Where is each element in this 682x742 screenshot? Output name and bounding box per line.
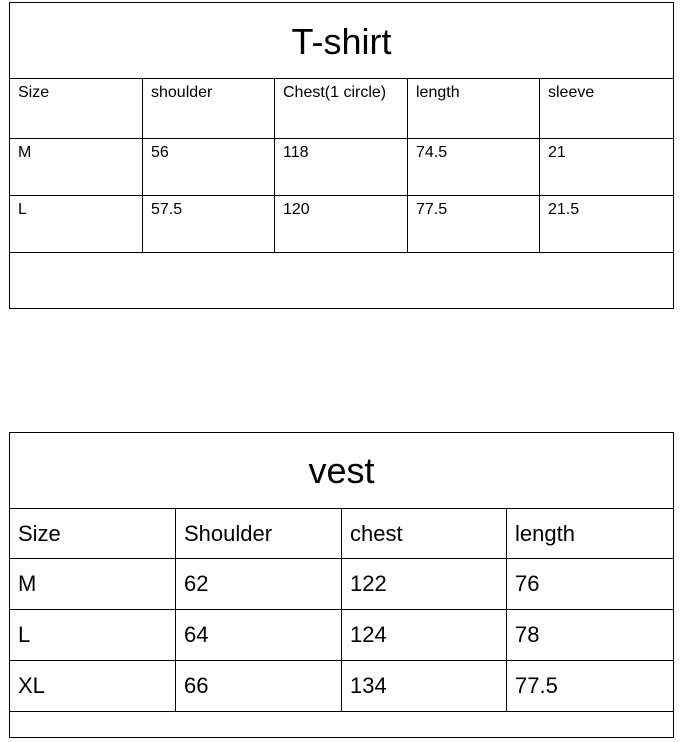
- empty-cell: [10, 712, 674, 738]
- header-cell: shoulder: [143, 79, 275, 139]
- header-cell: Chest(1 circle): [275, 79, 408, 139]
- table-cell: 21.5: [540, 196, 674, 253]
- header-cell: Shoulder: [176, 509, 342, 559]
- vest-table-title: vest: [10, 433, 674, 509]
- table-cell: XL: [10, 661, 176, 712]
- table-cell: 76: [507, 559, 674, 610]
- header-cell: sleeve: [540, 79, 674, 139]
- table-cell: 124: [342, 610, 507, 661]
- header-cell: length: [507, 509, 674, 559]
- table-cell: 66: [176, 661, 342, 712]
- header-cell: Size: [10, 79, 143, 139]
- table-row: [10, 139, 674, 196]
- tshirt-table-title: T-shirt: [10, 3, 674, 79]
- table-cell: 122: [342, 559, 507, 610]
- empty-row: [10, 253, 674, 309]
- table-cell: 62: [176, 559, 342, 610]
- vest-size-table: [9, 432, 674, 738]
- table-cell: M: [10, 139, 143, 196]
- table-cell: L: [10, 610, 176, 661]
- table-cell: 134: [342, 661, 507, 712]
- table-header-row: [10, 509, 674, 559]
- table-cell: 64: [176, 610, 342, 661]
- table-row: [10, 661, 674, 712]
- table-header-row: [10, 79, 674, 139]
- table-cell: 77.5: [507, 661, 674, 712]
- table-cell: 120: [275, 196, 408, 253]
- table-cell: 56: [143, 139, 275, 196]
- table-cell: 21: [540, 139, 674, 196]
- table-cell: L: [10, 196, 143, 253]
- table-cell: 78: [507, 610, 674, 661]
- table-cell: 74.5: [408, 139, 540, 196]
- table-row: [10, 196, 674, 253]
- table-cell: M: [10, 559, 176, 610]
- table-cell: 77.5: [408, 196, 540, 253]
- table-row: [10, 610, 674, 661]
- table-row: [10, 559, 674, 610]
- header-cell: chest: [342, 509, 507, 559]
- table-cell: 118: [275, 139, 408, 196]
- empty-row: [10, 712, 674, 738]
- header-cell: length: [408, 79, 540, 139]
- empty-cell: [10, 253, 674, 309]
- header-cell: Size: [10, 509, 176, 559]
- tshirt-size-table: [9, 2, 674, 309]
- table-cell: 57.5: [143, 196, 275, 253]
